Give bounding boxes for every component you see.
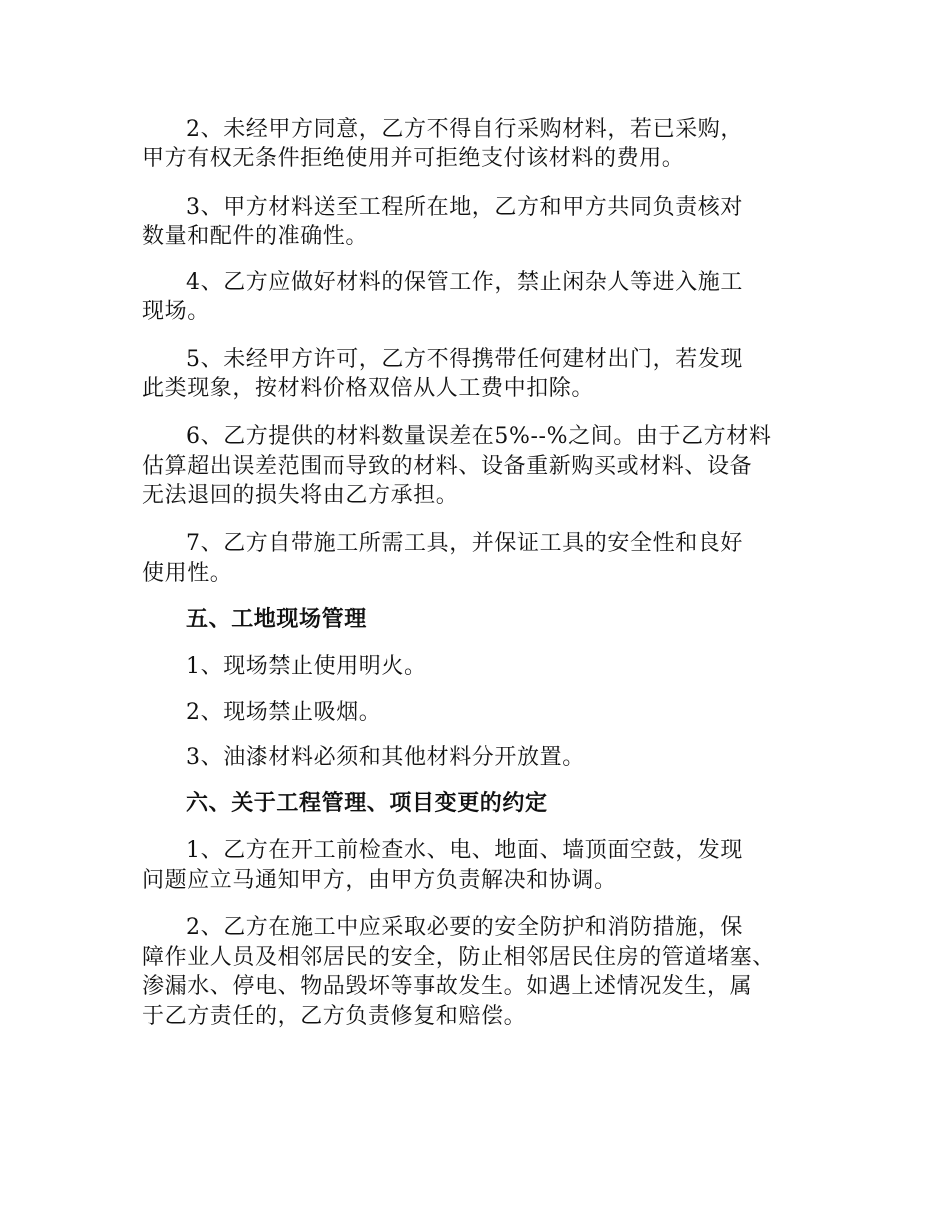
paragraph-line: 6、乙方提供的材料数量误差在5%--%之间。由于乙方材料 bbox=[186, 424, 772, 449]
paragraph-line: 5、未经甲方许可，乙方不得携带任何建材出门，若发现 bbox=[186, 347, 743, 372]
paragraph-line: 于乙方责任的，乙方负责修复和赔偿。 bbox=[142, 1004, 527, 1029]
section-heading: 六、关于工程管理、项目变更的约定 bbox=[186, 791, 548, 816]
paragraph-line: 1、乙方在开工前检查水、电、地面、墙顶面空鼓，发现 bbox=[186, 838, 743, 863]
paragraph-line: 此类现象，按材料价格双倍从人工费中扣除。 bbox=[142, 376, 595, 401]
paragraph-line: 渗漏水、停电、物品毁坏等事故发生。如遇上述情况发生，属 bbox=[142, 974, 753, 999]
paragraph-line: 使用性。 bbox=[142, 561, 233, 586]
paragraph-line: 2、未经甲方同意，乙方不得自行采购材料，若已采购， bbox=[186, 117, 743, 142]
paragraph-line: 4、乙方应做好材料的保管工作，禁止闲杂人等进入施工 bbox=[186, 270, 743, 295]
paragraph-line: 估算超出误差范围而导致的材料、设备重新购买或材料、设备 bbox=[142, 454, 753, 479]
paragraph-line: 问题应立马通知甲方，由甲方负责解决和协调。 bbox=[142, 868, 617, 893]
paragraph-line: 3、甲方材料送至工程所在地，乙方和甲方共同负责核对 bbox=[186, 195, 743, 220]
paragraph-line: 现场。 bbox=[142, 299, 210, 324]
paragraph-line: 数量和配件的准确性。 bbox=[142, 224, 369, 249]
section-heading: 五、工地现场管理 bbox=[186, 607, 367, 632]
paragraph-line: 无法退回的损失将由乙方承担。 bbox=[142, 483, 459, 508]
paragraph-line: 7、乙方自带施工所需工具，并保证工具的安全性和良好 bbox=[186, 531, 743, 556]
paragraph-line: 2、乙方在施工中应采取必要的安全防护和消防措施，保 bbox=[186, 915, 743, 940]
list-item: 3、油漆材料必须和其他材料分开放置。 bbox=[186, 745, 585, 770]
list-item: 1、现场禁止使用明火。 bbox=[186, 654, 427, 679]
paragraph-line: 障作业人员及相邻居民的安全，防止相邻居民住房的管道堵塞、 bbox=[142, 945, 775, 970]
paragraph-line: 甲方有权无条件拒绝使用并可拒绝支付该材料的费用。 bbox=[142, 146, 685, 171]
list-item: 2、现场禁止吸烟。 bbox=[186, 700, 382, 725]
